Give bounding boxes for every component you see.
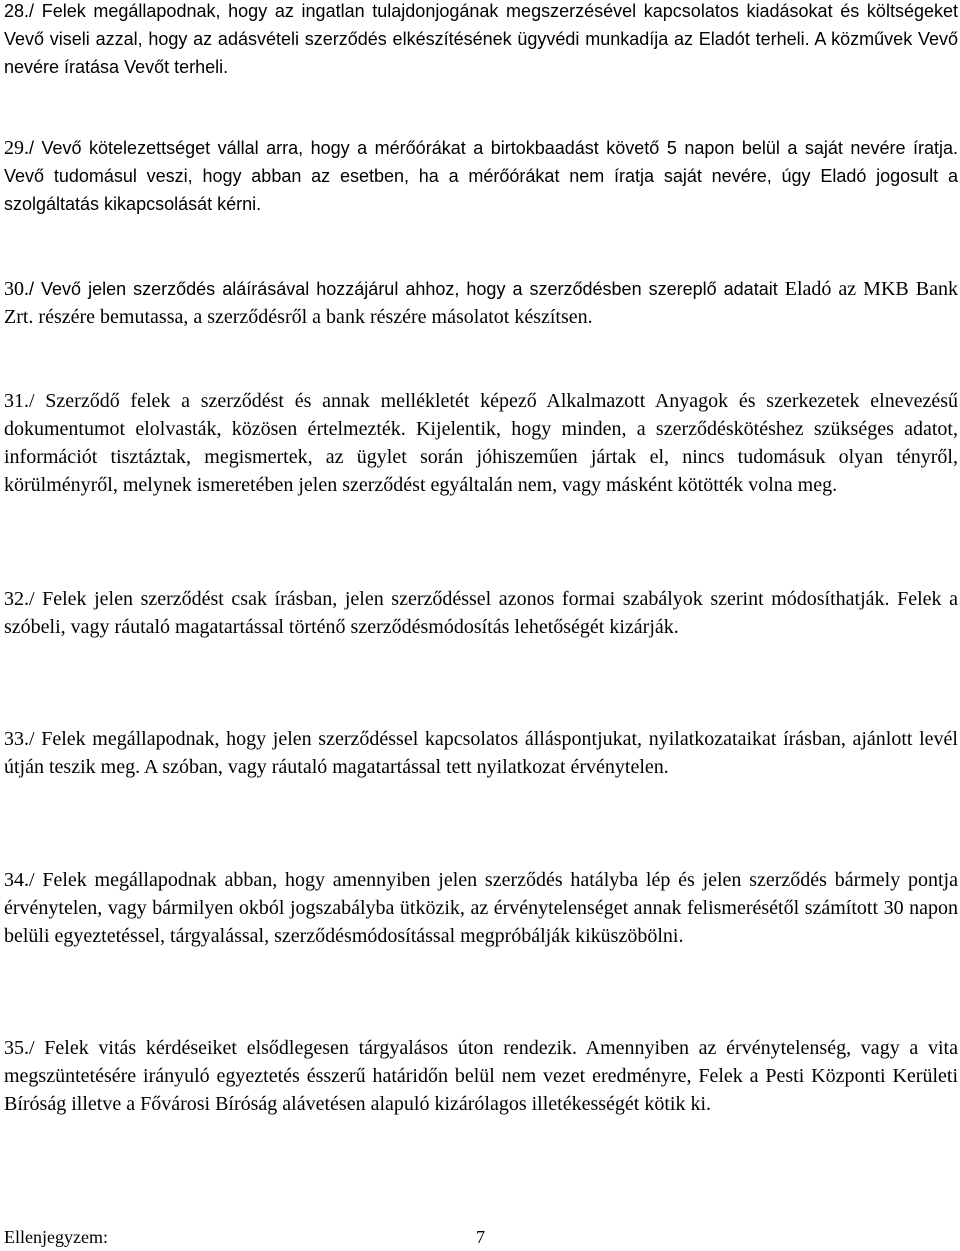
paragraph-30-text-sans: / Vevő jelen szerződés aláírásával hozzájárul ahhoz, hogy a szerződésben szereplő adatait: [29, 279, 785, 299]
paragraph-30-number: 30.: [4, 278, 29, 300]
countersign-label: Ellenjegyzem:: [4, 1227, 108, 1247]
paragraph-31: 31./ Szerződő felek a szerződést és annak mellékletét képező Alkalmazott Anyagok és szerkezetek elnevezésű dokumentumot elolvasták, közösen értelmezték. Kijelentik, hogy minden, a szerződéskötéshez szükséges adatot, információt tisztáztak, megismertek, az ügylet során jóhiszeműen jártak el, nincs tudomásuk olyan tényről, körülményről, melynek ismeretében jelen szerződést egyáltalán nem, vagy másként kötötték volna meg.: [4, 390, 958, 496]
paragraph-29: [4, 134, 958, 218]
paragraph-28: 28./ Felek megállapodnak, hogy az ingatlan tulajdonjogának megszerzésével kapcsolatos kiadásokat és költségeket Vevő viseli azzal, hogy az adásvételi szerződés elkészítésének ügyvédi munkadíja az Eladót terheli. A közművek Vevő nevére íratása Vevőt terheli.: [4, 1, 958, 77]
paragraph-35: 35./ Felek vitás kérdéseiket elsődlegesen tárgyalásos úton rendezik. Amennyiben az érvénytelenség, vagy a vita megszüntetésére irányuló egyeztetés ésszerű határidőn belül nem vezet eredményre, Felek a Pesti Központi Kerületi Bíróság illetve a Fővárosi Bíróság alávetésen alapuló kizárólagos illetékességét kötik ki.: [4, 1037, 958, 1115]
page-number: 7: [476, 1227, 485, 1247]
paragraph-29-text: / Vevő kötelezettséget vállal arra, hogy a mérőórákat a birtokbaadást követő 5 napon belül a saját nevére íratja. Vevő tudomásul veszi, hogy abban az esetben, ha a mérőórákat nem íratja saját nevére, úgy Eladó jogosult a szolgáltatás kikapcsolását kérni.: [4, 138, 958, 214]
paragraph-30-text-serif: Eladó az MKB Bank Zrt. részére bemutassa, a szerződésről a bank részére másolatot készítsen.: [4, 278, 958, 328]
paragraph-33: 33./ Felek megállapodnak, hogy jelen szerződéssel kapcsolatos álláspontjukat, nyilatkozataikat írásban, ajánlott levél útján teszik meg. A szóban, vagy ráutaló magatartással tett nyilatkozat érvénytelen.: [4, 728, 958, 778]
paragraph-32: 32./ Felek jelen szerződést csak írásban, jelen szerződéssel azonos formai szabályok szerint módosíthatják. Felek a szóbeli, vagy ráutaló magatartással történő szerződésmódosítás lehetőségét kizárják.: [4, 588, 958, 638]
paragraph-34: 34./ Felek megállapodnak abban, hogy amennyiben jelen szerződés hatályba lép és jelen szerződés bármely pontja érvénytelen, vagy bármilyen okból jogszabályba ütközik, az érvénytelenséget annak felismerésétől számított 30 napon belüli egyeztetéssel, tárgyalással, szerződésmódosítással megpróbálják kiküszöbölni.: [4, 869, 958, 947]
paragraph-30: [4, 275, 958, 331]
paragraph-29-number: 29.: [4, 137, 29, 159]
